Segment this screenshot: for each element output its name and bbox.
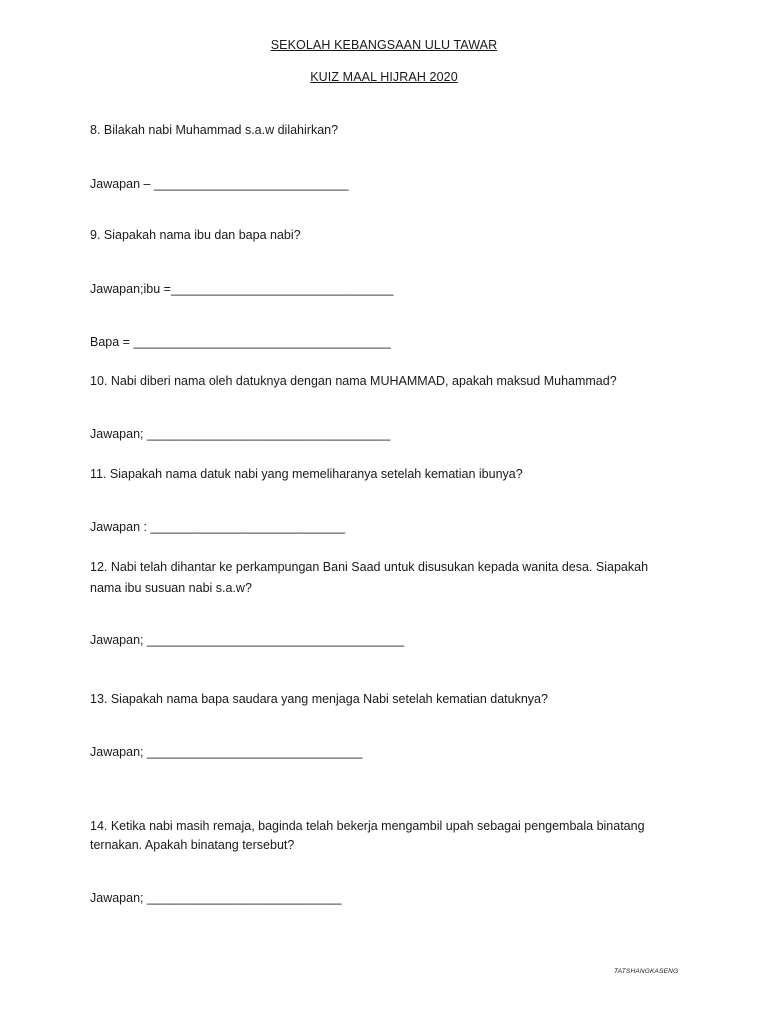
quiz-title: KUIZ MAAL HIJRAH 2020 — [310, 70, 458, 84]
footer-credit: TATSHANGKASENG — [614, 968, 679, 975]
answer-12: Jawapan; _____________________________________ — [90, 633, 405, 647]
answer-13: Jawapan; _______________________________ — [90, 745, 363, 759]
question-12: 12. Nabi telah dihantar ke perkampungan Bani Saad untuk disusukan kepada wanita desa. Siapakah — [90, 560, 649, 574]
school-title: SEKOLAH KEBANGSAAN ULU TAWAR — [270, 38, 498, 52]
question-14: 14. Ketika nabi masih remaja, baginda telah bekerja mengambil upah sebagai pengembala binatang — [90, 819, 645, 833]
answer-9-bapa: Bapa = _____________________________________ — [90, 335, 391, 349]
answer-11: Jawapan : ____________________________ — [90, 520, 346, 534]
question-11: 11. Siapakah nama datuk nabi yang memeliharanya setelah kematian ibunya? — [90, 467, 523, 481]
question-8: 8. Bilakah nabi Muhammad s.a.w dilahirkan? — [90, 123, 339, 137]
answer-14: Jawapan; ____________________________ — [90, 891, 342, 905]
answer-9-ibu: Jawapan;ibu =________________________________ — [90, 282, 394, 296]
question-13: 13. Siapakah nama bapa saudara yang menjaga Nabi setelah kematian datuknya? — [90, 692, 548, 706]
question-9: 9. Siapakah nama ibu dan bapa nabi? — [90, 228, 301, 242]
question-12-cont: nama ibu susuan nabi s.a.w? — [90, 581, 252, 595]
answer-10: Jawapan; ___________________________________ — [90, 427, 391, 441]
question-10: 10. Nabi diberi nama oleh datuknya dengan nama MUHAMMAD, apakah maksud Muhammad? — [90, 374, 617, 388]
question-14-cont: ternakan. Apakah binatang tersebut? — [90, 838, 295, 852]
answer-8: Jawapan – ____________________________ — [90, 177, 349, 191]
